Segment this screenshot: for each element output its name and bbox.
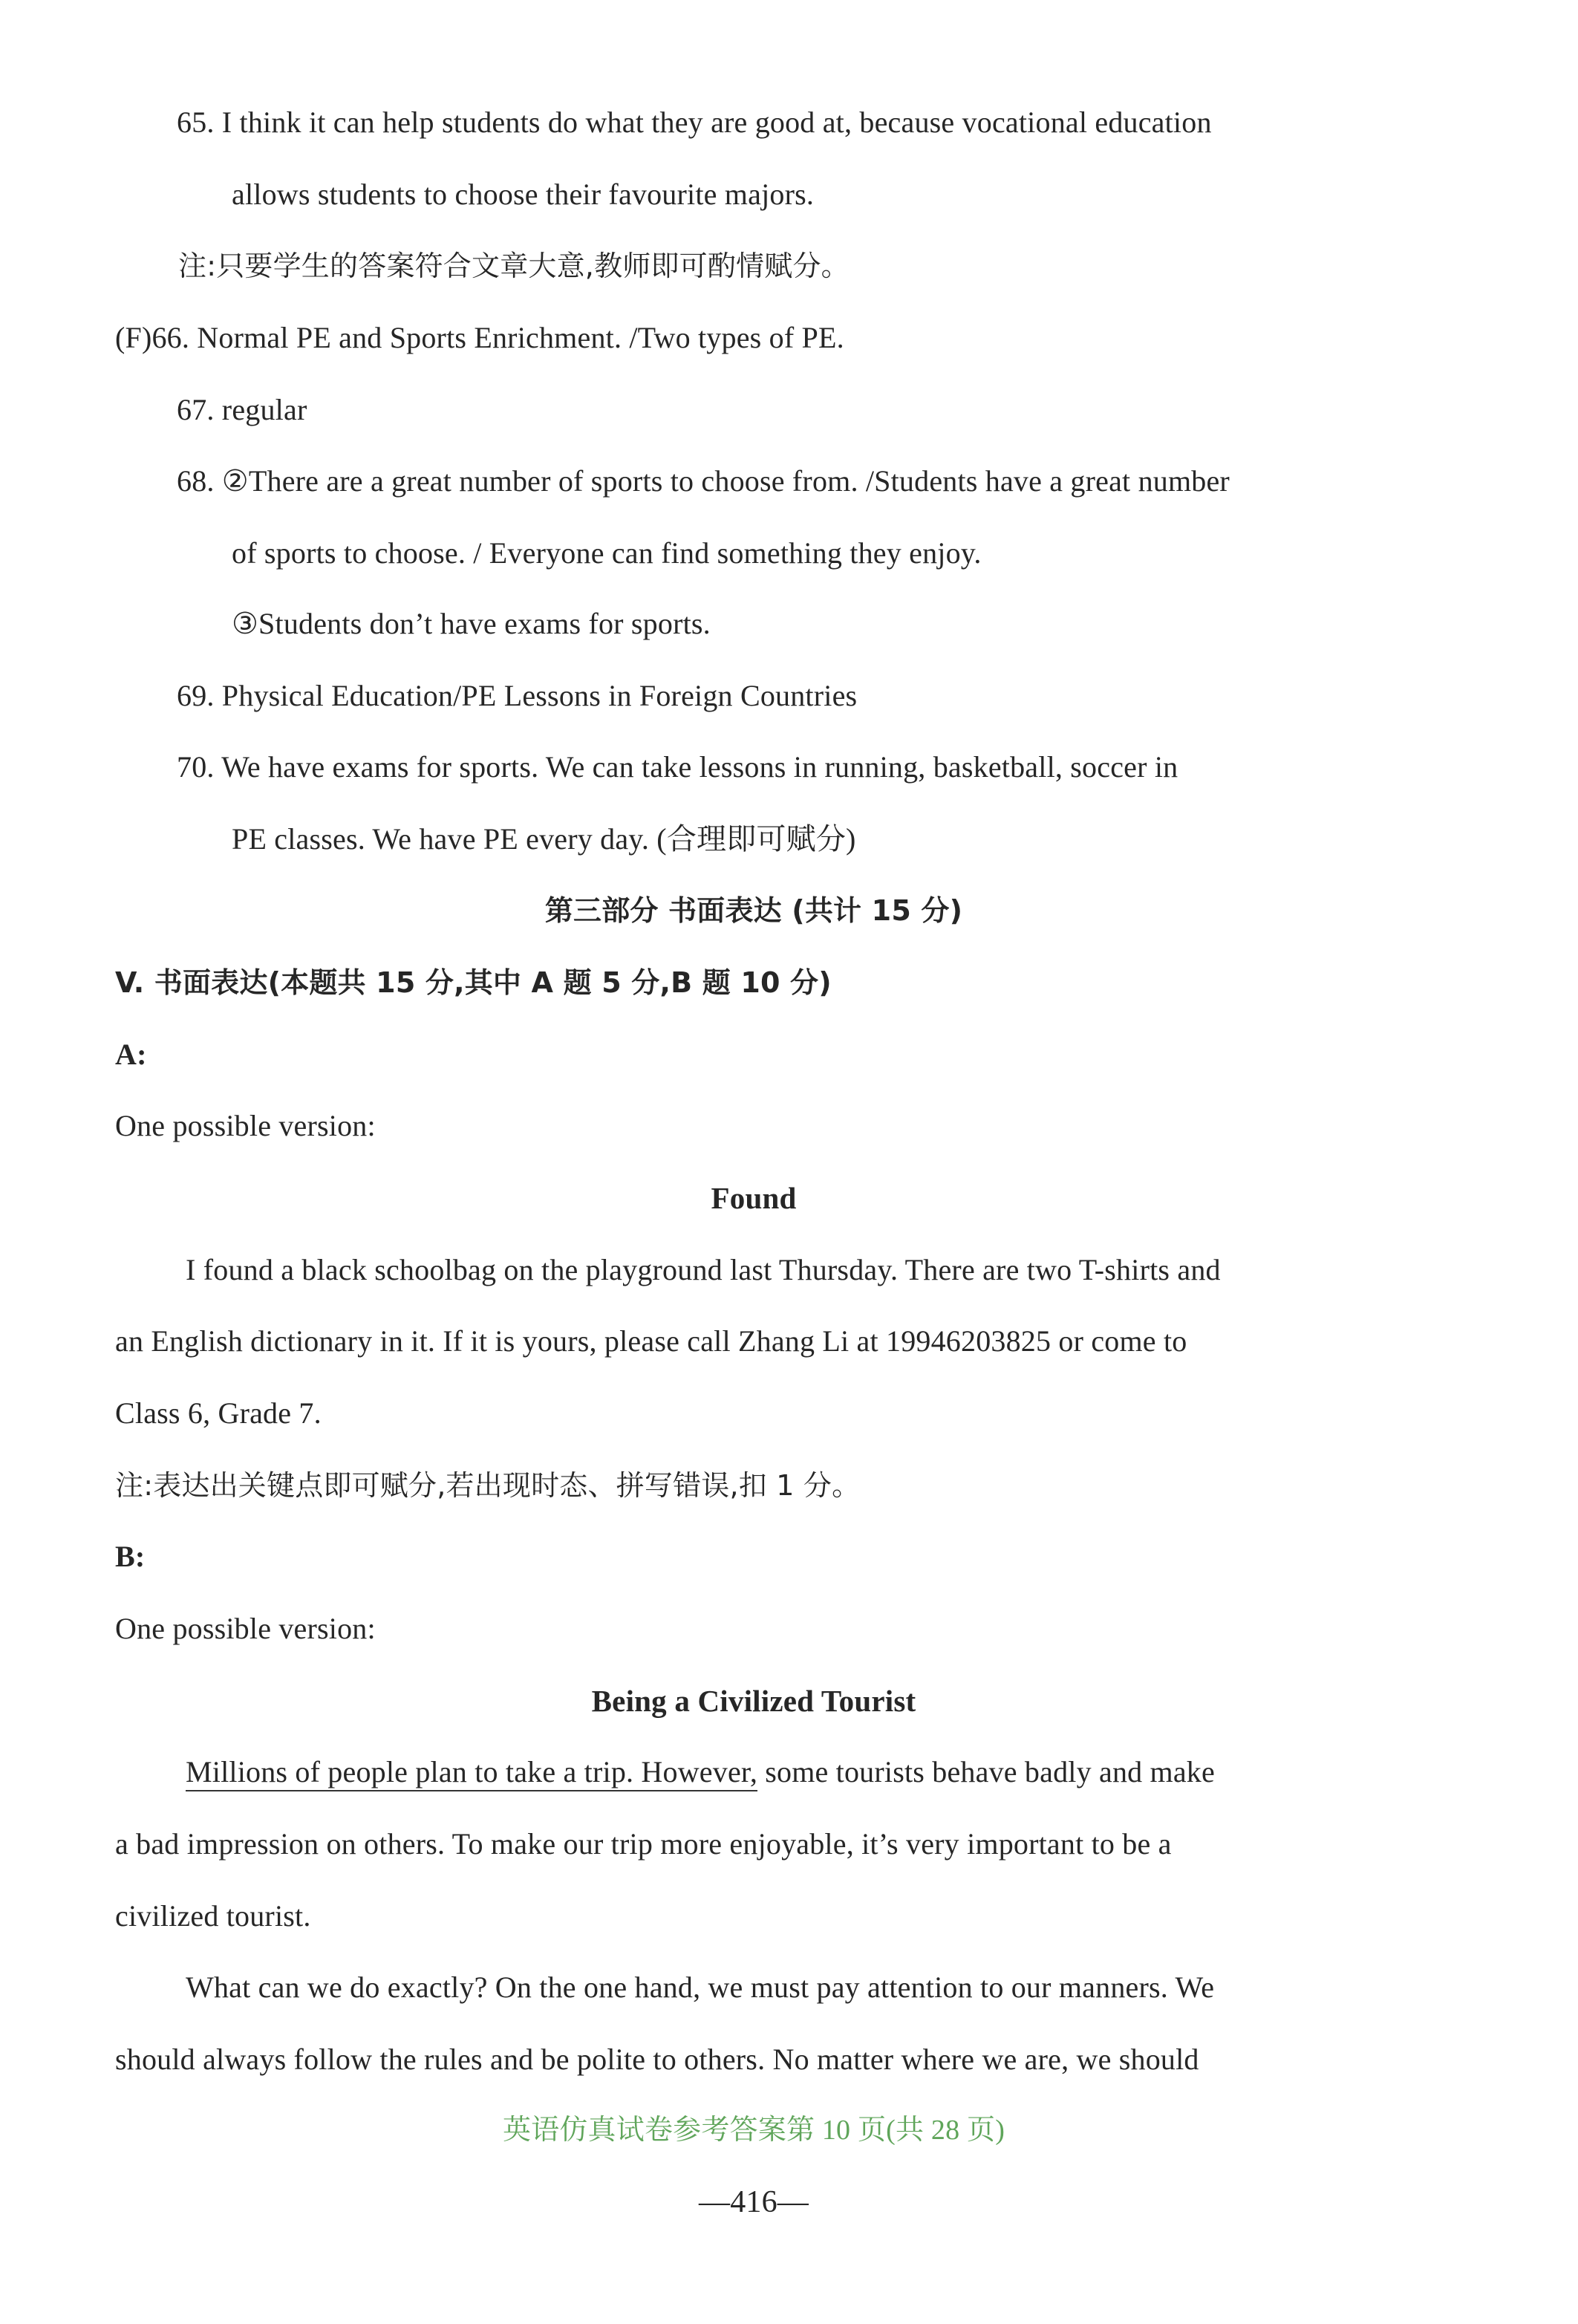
footer-caption: 英语仿真试卷参考答案第 10 页(共 28 页) [502,2115,1005,2146]
part-b-label: B: [115,1540,146,1573]
part-b-paragraph-line4: What can we do exactly? On the one hand, we must pay attention to our manners. We [186,1970,1215,2004]
part-b-paragraph-line2: a bad impression on others. To make our trip more enjoyable, it’s very important to be a [115,1827,1172,1861]
answer-68-line1: 68. ②There are a great number of sports to choose from. /Students have a great number [177,464,1230,498]
answer-70-line1: 70. We have exams for sports. We can take lessons in running, basketball, soccer in [177,750,1178,784]
answer-70-line2: PE classes. We have PE every day. (合理即可赋分) [232,822,856,856]
answer-65-line1: 65. I think it can help students do what they are good at, because vocational education [177,105,1212,139]
part-a-label: A: [115,1038,147,1071]
answer-65-line2: allows students to choose their favourite majors. [232,178,815,211]
underlined-phrase: Millions of people plan to take a trip. However, [186,1755,757,1791]
answer-67: 67. regular [177,393,307,426]
part-a-grading-note: 注:表达出关键点即可赋分,若出现时态、拼写错误,扣 1 分。 [115,1469,861,1502]
part-b-paragraph-line5: should always follow the rules and be polite to others. No matter where we are, we should [115,2043,1199,2076]
part-b-possible-version: One possible version: [115,1612,376,1645]
part-a-paragraph-line1: I found a black schoolbag on the playground last Thursday. There are two T-shirts and [186,1253,1221,1286]
answer-69: 69. Physical Education/PE Lessons in Foreign Countries [177,679,858,712]
part-three-heading: 第三部分 书面表达 (共计 15 分) [544,894,963,927]
part-a-title: Found [711,1181,797,1215]
answer-68-line2: of sports to choose. / Everyone can find something they enjoy. [232,536,982,570]
part-b-paragraph-line1 [186,1750,1215,1794]
part-b-title: Being a Civilized Tourist [591,1684,916,1718]
page-number: —416— [699,2185,809,2219]
part-a-paragraph-line2: an English dictionary in it. If it is yours, please call Zhang Li at 19946203825 or come to [115,1324,1187,1358]
answer-68-line3: ③Students don’t have exams for sports. [232,607,711,640]
part-a-possible-version: One possible version: [115,1109,376,1142]
part-b-line1-rest: some tourists behave badly and make [757,1755,1215,1788]
section-v-heading: V. 书面表达(本题共 15 分,其中 A 题 5 分,B 题 10 分) [115,966,832,999]
part-b-paragraph-line3: civilized tourist. [115,1899,311,1933]
answer-66: (F)66. Normal PE and Sports Enrichment. /Two types of PE. [115,321,844,354]
grading-note-1: 注:只要学生的答案符合文章大意,教师即可酌情赋分。 [178,250,850,282]
part-a-paragraph-line3: Class 6, Grade 7. [115,1396,322,1430]
